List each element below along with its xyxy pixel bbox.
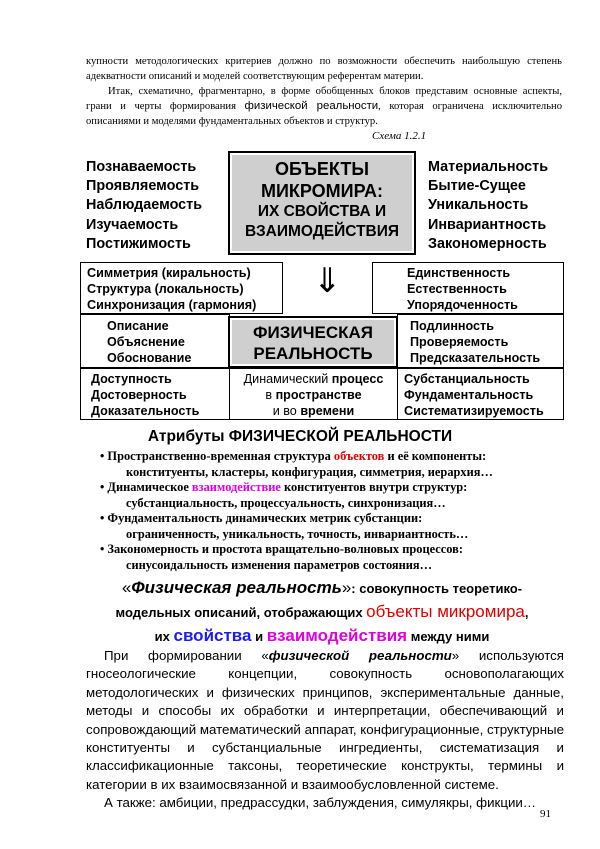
- definition-highlight: свойства: [173, 626, 252, 645]
- right-column-item: Закономерность: [428, 235, 547, 252]
- description-item: Объяснение: [107, 335, 185, 349]
- definition-highlight: взаимодействия: [266, 626, 408, 645]
- attribute-text: и её компоненты:: [384, 449, 487, 463]
- left-column-item: Проявляемость: [86, 178, 200, 195]
- accessibility-box: [80, 368, 230, 420]
- paragraph-text: » используются гносеологические концепции, совокупность основополагающих методологических и физических принципов, экспериментальные данные, методы и способы их обработки и интерпретации, обеспечивающий и сопровождающий математический аппарат, конфигурационные, структурные конституенты и субстанциальные ингредиенты, систематизация и классификационные таксоны, теоретические конструкты, термины и категории в их взаимосвязанной и взаимообусловленной системе.: [86, 648, 564, 792]
- definition-text: между ними: [407, 629, 490, 644]
- definition-quote: »: [341, 578, 352, 597]
- substantiality-item: Фундаментальность: [404, 388, 534, 402]
- objects-subtitle-1: ИХ СВОЙСТВА И: [257, 203, 387, 220]
- uniqueness-box: [372, 262, 564, 314]
- definition-text: их: [154, 629, 174, 644]
- attribute-highlight: объектов: [333, 449, 385, 463]
- physical-title-2: РЕАЛЬНОСТЬ: [253, 344, 373, 363]
- process-line-2: [230, 387, 397, 403]
- attribute-text: • Динамическое: [100, 480, 192, 494]
- attributes-list: [100, 449, 570, 573]
- body-paragraph: [86, 647, 564, 813]
- attribute-detail: ограниченность, уникальность, точность, инвариантность…: [126, 526, 469, 541]
- uniqueness-item: Единственность: [407, 266, 511, 280]
- paragraph-2: А также: амбиции, предрассудки, заблуждения, симулякры, фикции…: [104, 795, 537, 811]
- physical-reality-inner: [232, 320, 394, 364]
- objects-title-1: ОБЪЕКТЫ: [275, 159, 369, 179]
- definition-term: Физическая реальность: [131, 578, 342, 597]
- substantiality-item: Систематизируемость: [404, 404, 544, 418]
- accessibility-item: Доступность: [91, 372, 172, 386]
- right-column-item: Бытие-Сущее: [428, 178, 526, 195]
- physical-reality-box: [228, 316, 398, 368]
- description-item: Обоснование: [107, 351, 192, 365]
- paragraph-text: При формировании «: [104, 648, 269, 663]
- authenticity-box: [397, 314, 564, 368]
- left-column-item: Изучаемость: [86, 216, 179, 233]
- authenticity-item: Проверяемость: [410, 335, 509, 349]
- attribute-detail: синусоидальность изменения параметров состояния…: [126, 557, 432, 572]
- definition-quote: «: [121, 578, 132, 597]
- left-column-item: Познаваемость: [86, 159, 197, 175]
- dynamic-process-box: [229, 368, 398, 420]
- right-column-item: Инвариантность: [428, 216, 547, 233]
- accessibility-item: Достоверность: [91, 388, 187, 402]
- objects-title-2: МИКРОМИРА:: [260, 181, 384, 201]
- definition-line-3: [72, 624, 572, 648]
- attribute-highlight: взаимодействие: [191, 480, 281, 494]
- intro-text: [86, 54, 562, 129]
- objects-box-inner: [232, 155, 412, 251]
- scheme-label: Схема 1.2.1: [372, 130, 427, 142]
- substantiality-item: Субстанциальность: [404, 372, 530, 386]
- left-column-item: Постижимость: [86, 235, 191, 252]
- accessibility-item: Доказательность: [91, 404, 200, 418]
- authenticity-item: Подлинность: [410, 319, 494, 333]
- intro-text-part: Итак, схематично, фрагментарно, в форме обобщенных блоков представим основные аспекты, грани и черты формирования: [86, 86, 562, 112]
- paragraph-1: [86, 647, 564, 794]
- definition-text: : совокупность теоретико-: [351, 581, 523, 596]
- symmetry-box: [80, 262, 283, 314]
- process-keyword: времени: [300, 404, 355, 418]
- process-line-3: [230, 403, 397, 419]
- definition-text: ,: [524, 605, 529, 620]
- intro-line-2: [86, 84, 562, 129]
- symmetry-item: Симметрия (киральность): [87, 266, 251, 280]
- definition-block: [72, 576, 572, 648]
- symmetry-item: Синхронизация (гармония): [87, 298, 257, 312]
- definition-line-2: [72, 600, 572, 624]
- attribute-text: конституентов внутри структур:: [280, 480, 468, 494]
- down-arrow-icon: ⇓: [313, 262, 342, 300]
- process-text: Динамический: [243, 372, 332, 386]
- definition-text: и: [251, 629, 267, 644]
- left-column-item: Наблюдаемость: [86, 197, 203, 214]
- process-keyword: процесс: [331, 372, 384, 386]
- definition-text: модельных описаний, отображающих: [115, 605, 367, 620]
- objects-box: [228, 151, 416, 255]
- attribute-item: • Закономерность и простота вращательно-волновых процессов:: [100, 542, 463, 556]
- intro-text-part: , которая ограничена исключительно описаниями и моделями фундаментальных объектов и структур.: [86, 101, 562, 127]
- attribute-item: [100, 449, 570, 465]
- attribute-detail: субстанциальность, процессуальность, синхронизация…: [126, 495, 446, 510]
- description-box: [80, 314, 230, 368]
- uniqueness-item: Естественность: [407, 282, 507, 296]
- substantiality-box: [397, 368, 564, 420]
- right-column-item: Уникальность: [428, 197, 529, 214]
- attribute-text: • Пространственно-временная структура: [100, 449, 334, 463]
- process-line-1: [230, 371, 397, 387]
- authenticity-item: Предсказательность: [410, 351, 541, 365]
- attribute-item: [100, 480, 570, 496]
- definition-line-1: [72, 576, 572, 600]
- physical-title-1: ФИЗИЧЕСКАЯ: [252, 323, 374, 342]
- attribute-detail: конституенты, кластеры, конфигурация, симметрия, иерархия…: [126, 464, 493, 479]
- description-item: Описание: [107, 319, 169, 333]
- attribute-item: • Фундаментальность динамических метрик субстанции:: [100, 511, 423, 525]
- process-text: в: [265, 388, 276, 402]
- intro-line-1: купности методологических критериев должно по возможности обеспечить наибольшую степень адекватности описаний и моделей соответствующим референтам материи.: [86, 56, 562, 82]
- definition-highlight: объекты микромира: [366, 602, 525, 621]
- symmetry-item: Структура (локальность): [87, 282, 244, 296]
- page-number: 91: [540, 808, 551, 820]
- intro-term: физической реальности: [244, 100, 379, 112]
- process-keyword: пространстве: [275, 388, 362, 402]
- objects-subtitle-2: ВЗАИМОДЕЙСТВИЯ: [244, 223, 400, 240]
- left-column-list: [86, 158, 202, 254]
- paragraph-term: физической реальности: [268, 648, 452, 663]
- process-text: и во: [272, 404, 301, 418]
- uniqueness-item: Упорядоченность: [407, 298, 518, 312]
- right-column-list: [428, 158, 548, 254]
- attributes-title: Атрибуты ФИЗИЧЕСКОЙ РЕАЛЬНОСТИ: [147, 428, 453, 445]
- right-column-item: Материальность: [428, 159, 549, 175]
